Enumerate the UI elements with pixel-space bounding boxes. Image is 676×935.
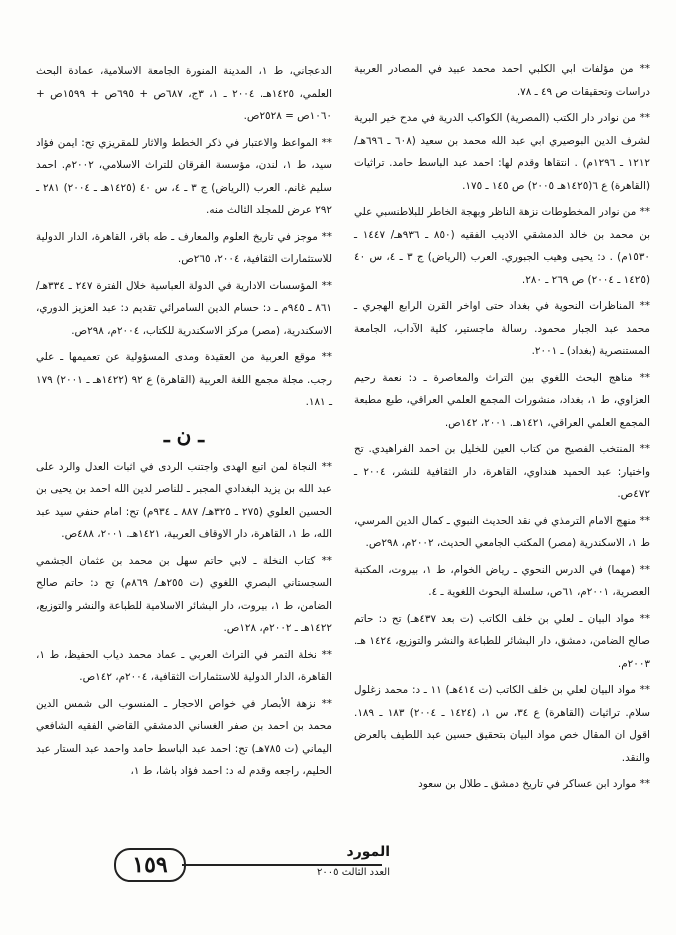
bib-entry: ** مواد البيان لعلي بن خلف الكاتب (ت ٤١٤هـ) ١١ ـ د: محمد زغلول سلام. تراثيات (القاهرة) ع ٣٤، س ١، (١٤٢٤ ـ ٢٠٠٤) ١٨٣ ـ ١٨٩. اقول ان المقال خص مواد البيان بتحقيق حسين عبد اللطيف بالعرض والنقد. <box>354 684 650 764</box>
bib-entry: الدعجاني، ط ١، المدينة المنورة الجامعة الاسلامية، عمادة البحث العلمي، ١٤٢٥هـ. ٢٠٠٤ ـ ١، ٣ج، ٦٨٧ص + ٦٩٥ص + ١٥٩٩ص + ١٠٦٠ص = ٢٥٢٨ص. <box>36 65 332 122</box>
page-footer <box>100 842 400 886</box>
bib-entry: ** منهج الامام الترمذي في نقد الحديث النبوي ـ كمال الدين المرسي، ط ١، الاسكندرية (مصر) المكتب الجامعي الحديث، ٢٠٠٢م، ٢٩٨ص. <box>354 514 650 549</box>
bib-entry: ** المواعظ والاعتبار في ذكر الخطط والاثار للمقريزي تح: ايمن فؤاد سيد، ط ١، لندن، مؤسسة الفرقان للتراث الاسلامي، ٢٠٠٢م. احمد سليم غانم. العرب (الرياض) ج ٣ ـ ٤، س ٤٠ (١٤٢٥هـ ـ ٢٠٠٤) ٢٨١ ـ ٢٩٢ عرض للمجلد الثالث منه. <box>36 136 333 216</box>
bib-entry: ** كتاب النخلة ـ لابي حاتم سهل بن محمد بن عثمان الجشمي السجستاني البصري اللغوي (ت ٢٥٥هـ/ ٨٦٩م) تح د: حاتم صالح الضامن، ط ١، بيروت، دار البشائر الاسلامية للطباعة والنشر والتوزيع، ١٤٢٢هـ ـ ٢٠٠٢م، ١٢٨ص. <box>36 554 332 634</box>
bib-entry: ** من نوادر دار الكتب (المصرية) الكواكب الدرية في مدح خير البرية لشرف الدين البوصيري ابي عبد الله محمد بن سعيد (٦٠٨ ـ ٦٩٦هـ/ ١٢١٢ ـ ١٢٩٦م) . انتقاها وقدم لها: احمد عبد الباسط حامد. تراثيات (القاهرة) ع ٦(١٤٢٥هـ ٢٠٠٥) ص ١٤٥ ـ ١٧٥. <box>354 112 650 192</box>
right-column <box>354 58 650 800</box>
bib-entry: ** موارد ابن عساكر في تاريخ دمشق ـ طلال بن سعود <box>418 778 650 790</box>
bib-entry: ** من مؤلفات ابي الكلبي احمد محمد عبيد في المصادر العربية دراسات وتحقيقات ص ٤٩ ـ ٧٨. <box>354 63 650 98</box>
section-letter-heading: ـ ن ـ <box>163 422 205 447</box>
bib-entry: ** مواد البيان ـ لعلي بن خلف الكاتب (ت بعد ٤٣٧هـ) تح د: حاتم صالح الضامن، دمشق، دار البشائر للطباعة والنشر والتوزيع، ١٤٢٤ هـ. ٢٠٠٣م. <box>354 612 651 670</box>
bib-entry: ** مناهج البحث اللغوي بين التراث والمعاصرة ـ د: نعمة رحيم العزاوي، ط ١، بغداد، منشورات المجمع العلمي العراقي، طبع مطبعة المجمع العلمي العراقي، ١٤٢١هـ. ٢٠٠١، ١٤٢ص. <box>354 371 650 429</box>
bib-entry: ** (مهما) في الدرس النحوي ـ رياض الخوام، ط ١، بيروت، المكتبة العصرية، ٢٠٠١م، ٦١ص، سلسلة البحوث اللغوية ـ ٤. <box>354 563 651 598</box>
bib-entry: ** المنتخب الفصيح من كتاب العين للخليل بن احمد الفراهيدي. تح واختيار: عبد الحميد هنداوي، القاهرة، دار الثقافية للنشر، ٢٠٠٤ ـ ٤٧٢ص. <box>354 443 650 500</box>
journal-name: المورد <box>346 844 390 860</box>
bib-entry: ** المناظرات النحوية في بغداد حتى اواخر القرن الرابع الهجري ـ محمد عبد الجبار محمود. رسالة ماجستير، كلية الآداب، الجامعة المستنصرية (بغداد) ـ ٢٠٠١. <box>354 300 650 357</box>
left-column <box>36 60 332 787</box>
bib-entry: ** موقع العربية من العقيدة ومدى المسؤولية عن تعميمها ـ علي رجب. مجلة مجمع اللغة العربية (القاهرة) ع ٩٢ (١٤٢٢هـ ـ ٢٠٠١) ١٧٩ ـ ١٨١. <box>36 351 332 408</box>
bib-entry: ** المؤسسات الادارية في الدولة العباسية خلال الفترة ٢٤٧ ـ ٣٣٤هـ/ ٨٦١ ـ ٩٤٥م ـ د: حسام الدين السامرائي تقديم د: عبد العزيز الدوري، الاسكندرية، (مصر) مركز الاسكندرية للكتاب، ٢٠٠٤م، ٢٩٨ص. <box>36 279 333 337</box>
journal-masthead <box>280 844 390 880</box>
page-number: ١٥٩ <box>114 848 186 882</box>
bib-entry: ** النجاة لمن اتبع الهدى واجتنب الردى في اثبات العدل والرد على عبد الله بن يزيد البغدادي المجبر ـ للناصر لدين الله احمد بن يحيى بن الحسين العلوي (٢٧٥ ـ ٣٢٥هـ/ ٨٨٧ ـ ٩٣٤م) تح: امام حنفي سيد عبد الله، ط ١، القاهرة، دار الاوقاف العربية، ١٤٢١هـ. ٢٠٠١، ٤٨٨ص. <box>36 460 333 540</box>
bib-entry: ** موجز في تاريخ العلوم والمعارف ـ طه باقر، القاهرة، الدار الدولية للاستثمارات الثقافية، ٢٠٠٤، ٢٦٥ص. <box>36 230 332 265</box>
journal-issue: العدد الثالث ٢٠٠٥ <box>317 867 390 878</box>
bib-entry: ** نخلة التمر في التراث العربي ـ عماد محمد دياب الحفيظ، ط ١، القاهرة، الدار الدولية للاستثمارات الثقافية، ٢٠٠٤م، ١٤٢ص. <box>36 648 332 683</box>
bib-entry: ** نزهة الأبصار في خواص الاحجار ـ المنسوب الى شمس الدين محمد بن احمد بن صفر الغساني الدمشقي القاضي الفقيه الشافعي اليماني (ت ٧٨٥هـ) تح: احمد عبد الباسط حامد واحمد عبد الستار عبد الحليم، راجعه وقدم له د: احمد فؤاد باشا، ط ١، <box>36 697 332 777</box>
bib-entry: ** من نوادر المخطوطات نزهة الناظر وبهجة الخاطر للبلاطنسبي علي بن محمد بن خالد الدمشقي الاديب الفقيه (٨٥٠ ـ ٩٣٦هـ/ ١٤٤٧ ـ ١٥٣٠م) . د: يحيى وهيب الجبوري. العرب (الرياض) ج ٣ ـ ٤، س ٤٠ (١٤٢٥ ـ ٢٠٠٤) ص ٢٦٩ ـ ٢٨٠. <box>354 206 650 286</box>
